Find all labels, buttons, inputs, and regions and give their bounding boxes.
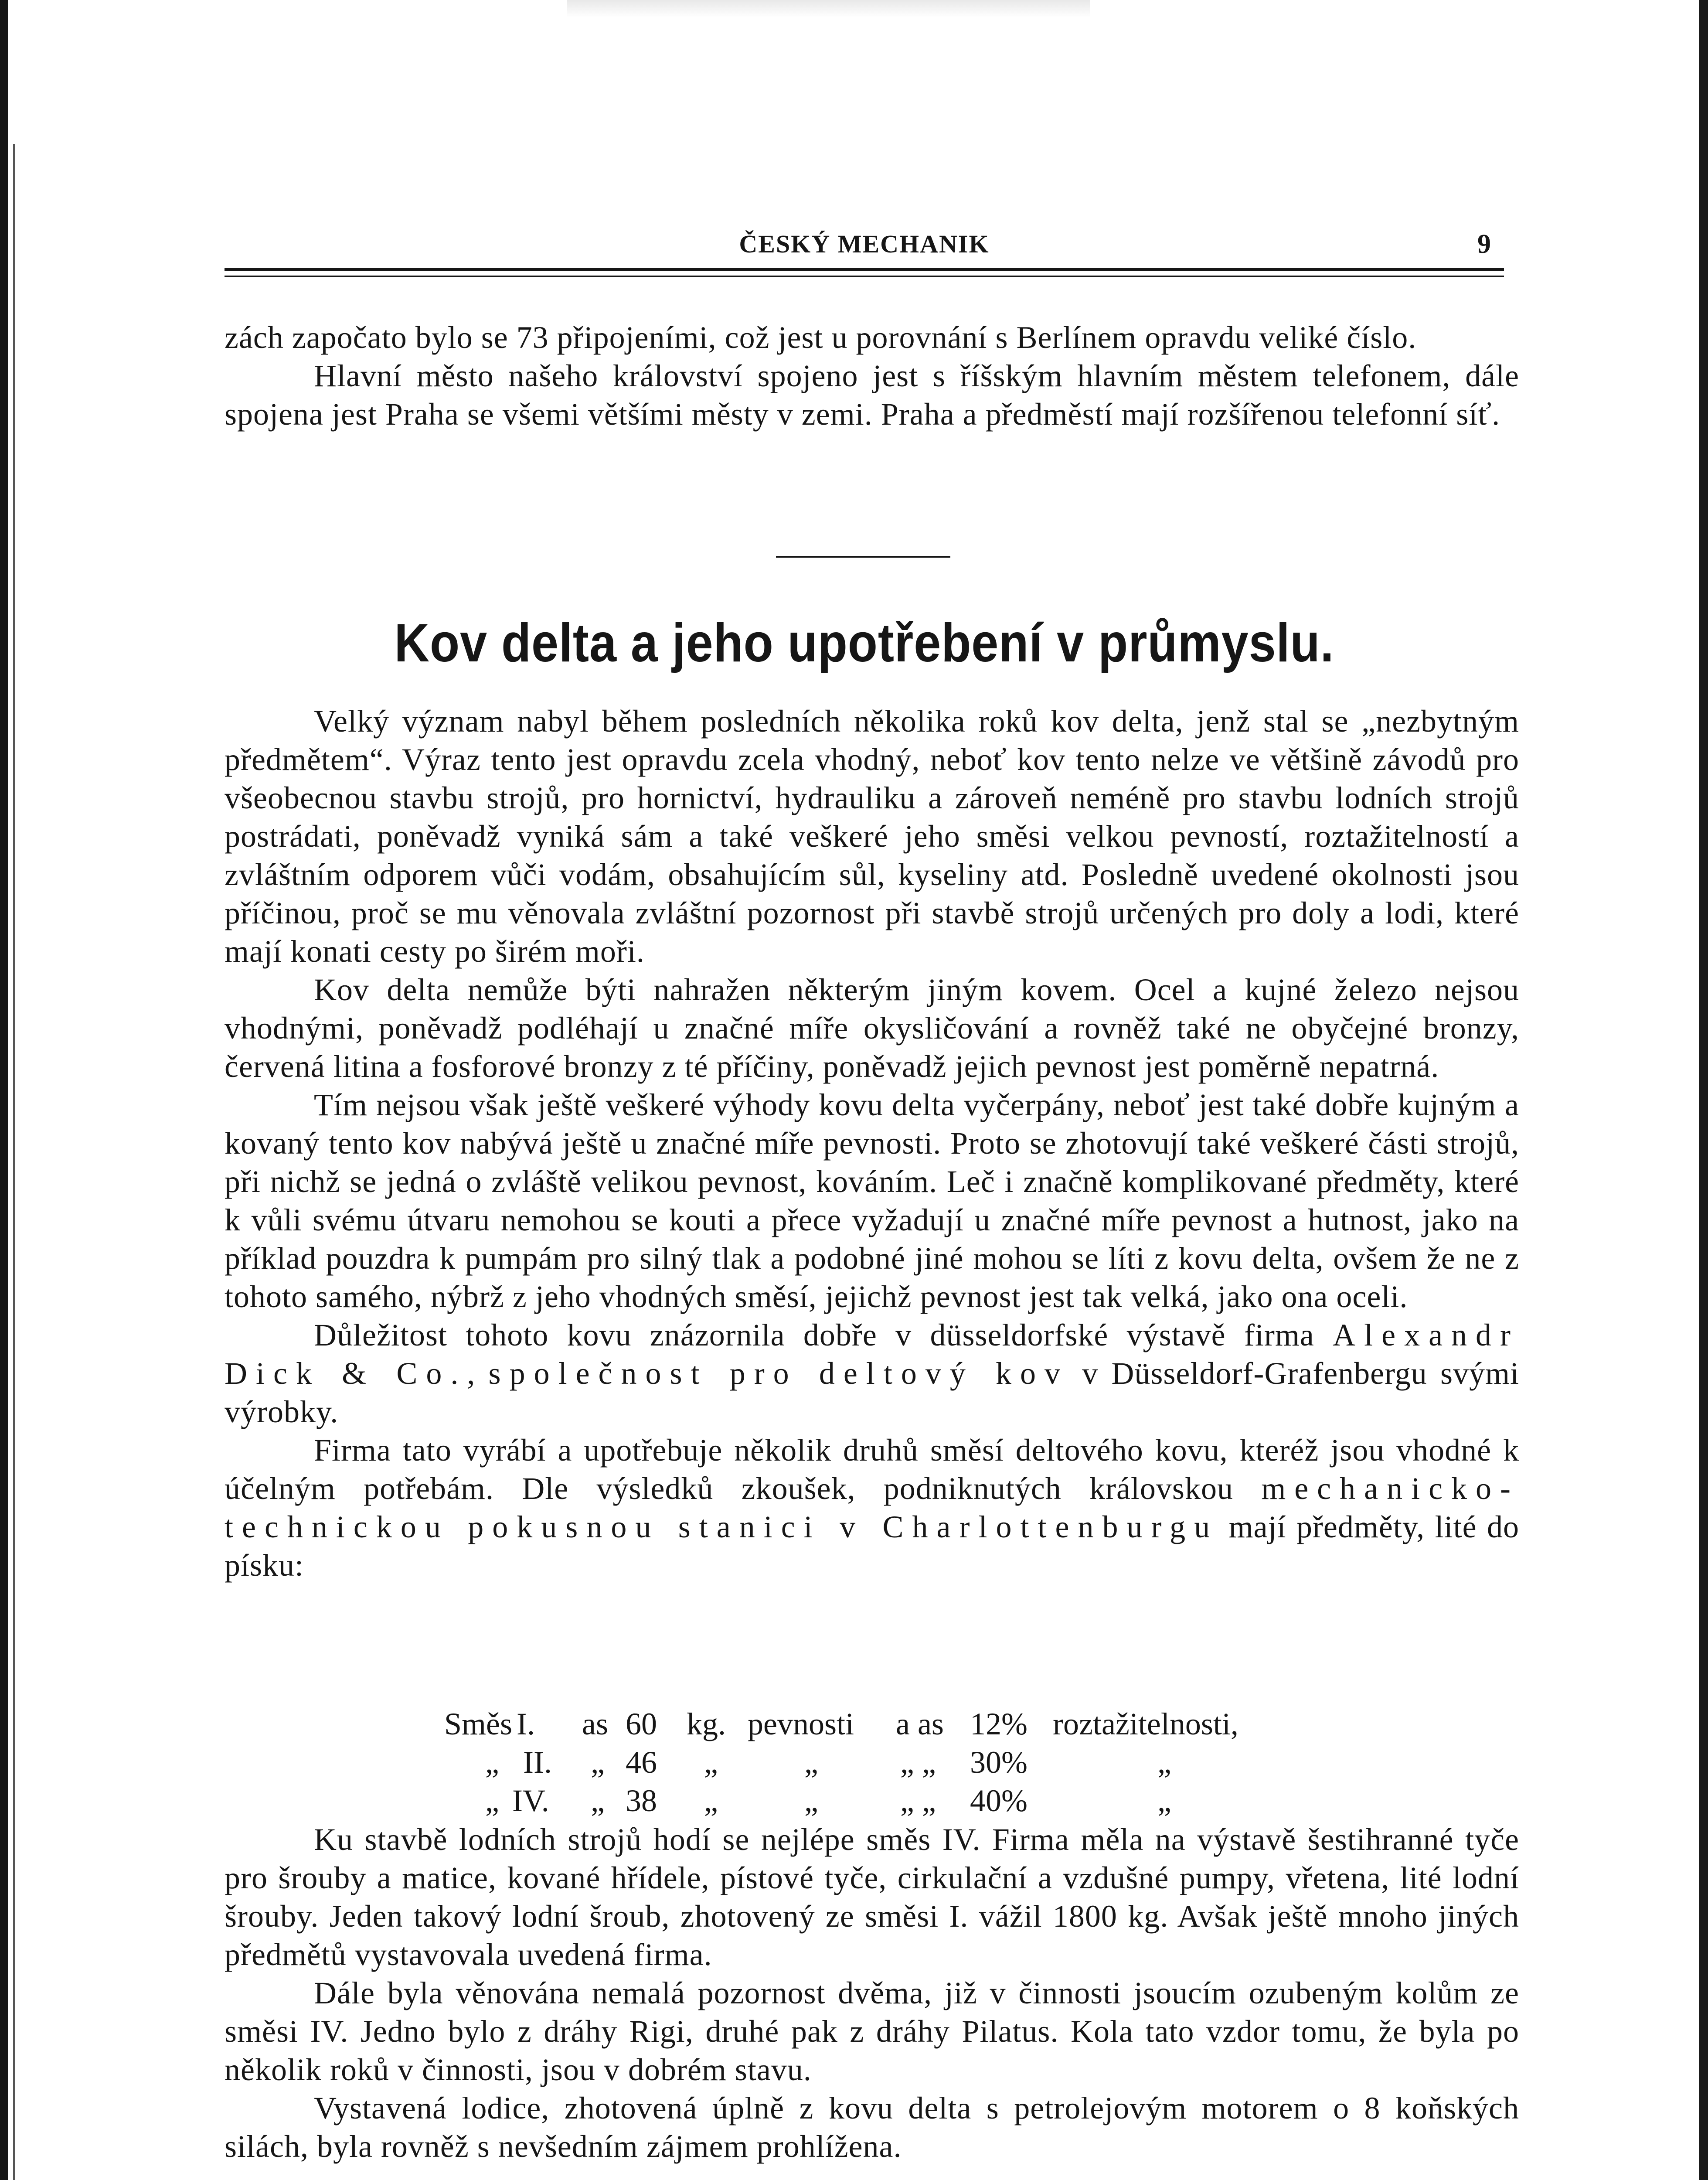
alloy-property: „: [1157, 1745, 1171, 1780]
alloy-as: „: [591, 1783, 605, 1818]
scan-top-smudge: [567, 0, 1090, 17]
article-paragraph-1: Velký význam nabyl během posledních několika roků kov delta, jenž stal se „nezbytným předmětem“. Výraz tento jest opravdu zcela vhodný, neboť kov tento nelze ve většině závodů pro všeobecnou stavbu strojů, pro hornictví, hydrauliku a zároveň neméně pro stavbu lodních strojů postrádati, poněvadž vyniká sám a také veškeré jeho směsi velkou pevností, roztažitelností a zvláštním odporem vůči vodám, obsahujícím sůl, kyseliny atd. Posledně uvedené okolnosti jsou příčinou, proč se mu věnovala zvláštní pozornost při stavbě strojů určených pro doly a lodi, které mají konati cesty po širém moři.: [225, 704, 1519, 969]
alloy-grade: IV.: [512, 1783, 549, 1818]
p4-start: Důležitost tohoto kovu znázornila dobře v düsseldorfské výstavě firma: [314, 1318, 1314, 1352]
p5-end: mají předměty, lité do písku:: [225, 1509, 1519, 1583]
article-body-2: [225, 1820, 1519, 2166]
p4-end: v Düsseldorf-Grafenbergu svými výrobky.: [225, 1356, 1520, 1429]
intro-paragraph-1: zách započato bylo se 73 připojeními, což jest u porovnání s Berlínem opravdu veliké číslo.: [225, 320, 1417, 355]
article-title: Kov delta a jeho upotřebení v průmyslu.: [394, 613, 1334, 673]
article-paragraph-8: Vystavená lodice, zhotovená úplně z kovu delta s petrolejovým motorem o 8 koňských silách, byla rovněž s nevšedním zájmem prohlížena.: [225, 2091, 1519, 2164]
alloy-property: roztažitelnosti,: [1053, 1707, 1238, 1741]
alloy-grade: I.: [517, 1707, 535, 1741]
article-paragraph-2: Kov delta nemůže býti nahražen některým jiným kovem. Ocel a kujné železo nejsou vhodnými, poněvadž podléhají u značné míře okysličování a rovněž také ne obyčejné bronzy, červená litina a fosforové bronzy z té příčiny, poněvadž jejich pevnost jest poměrně nepatrná.: [225, 972, 1519, 1084]
scan-edge-left-line: [13, 144, 15, 2180]
article-paragraph-7: Dále byla věnována nemalá pozornost dvěma, již v činnosti jsoucím ozubeným kolům ze směsi IV. Jedno bylo z dráhy Rigi, druhé pak z dráhy Pilatus. Kola tato vzdor tomu, že byla po několik roků v činnosti, jsou v dobrém stavu.: [225, 1976, 1519, 2087]
alloy-unit: „: [704, 1783, 718, 1818]
alloy-strength-word: „: [804, 1745, 818, 1780]
company-name: Alexandr Dick & Co.: [225, 1318, 1520, 1391]
p5-start: Firma tato vyrábí a upotřebuje několik druhů směsí deltového kovu, kteréž jsou vhodné k účelným potřebám. Dle výsledků zkoušek, podniknutých královskou: [225, 1433, 1519, 1506]
alloy-strength-word: pevnosti: [748, 1707, 854, 1741]
station-name: mechanicko-technickou pokusnou stanici v Charlottenburgu: [225, 1471, 1519, 1544]
alloy-percent: 30%: [970, 1745, 1028, 1780]
article-paragraph-4: Důležitost tohoto kovu znázornila dobře v düsseldorfské výstavě firma Alexandr Dick & Co., společnost pro deltový kov v Düsseldorf-Grafenbergu svými výrobky.: [225, 1318, 1520, 1429]
article-paragraph-3: Tím nejsou však ještě veškeré výhody kovu delta vyčerpány, neboť jest také dobře kujným a kovaný tento kov nabývá ještě u značné míře pevnosti. Proto se zhotovují také veškeré části strojů, při nichž se jedná o zvláště velikou pevnost, kováním. Leč i značně komplikované předměty, které k vůli svému útvaru nemohou se kouti a přece vyžadují u značné míře pevnost a hutnost, jako na příklad pouzdra k pumpám pro silný tlak a podobné jiné mohou se líti z kovu delta, ovšem že ne z tohoto samého, nýbrž z jeho vhodných směsí, jejichž pevnost jest tak velká, jako ona oceli.: [225, 1087, 1519, 1314]
running-head: [225, 227, 1504, 262]
scan-edge-left: [0, 0, 8, 2180]
alloy-as: „: [591, 1745, 605, 1780]
alloy-row: [425, 1743, 1362, 1781]
alloy-prefix: Směs: [444, 1707, 512, 1741]
page-number: 9: [1477, 229, 1491, 259]
article-paragraph-5: [225, 1431, 1519, 1584]
alloy-table: [425, 1705, 1362, 1820]
alloy-strength-word: „: [804, 1783, 818, 1818]
journal-title: ČESKÝ MECHANIK: [739, 230, 990, 258]
alloy-as2: „ „: [900, 1783, 936, 1818]
header-rule-thin: [225, 276, 1504, 277]
article-body-1: [225, 702, 1519, 1584]
alloy-row: [425, 1781, 1362, 1820]
intro-text: [225, 318, 1519, 433]
alloy-as: as: [582, 1707, 608, 1741]
alloy-percent: 12%: [970, 1707, 1028, 1741]
alloy-as2: a as: [896, 1707, 944, 1741]
section-separator: [776, 556, 950, 558]
alloy-prefix: „: [485, 1745, 499, 1780]
alloy-grade: II.: [523, 1745, 552, 1780]
intro-paragraph-2: Hlavní město našeho království spojeno jest s říšským hlavním městem telefonem, dále spojena jest Praha se všemi většími městy v zemi. Praha a předměstí mají rozšířenou telefonní síť.: [225, 358, 1519, 432]
alloy-kg-value: 46: [626, 1745, 657, 1780]
article-paragraph-6: Ku stavbě lodních strojů hodí se nejlépe směs IV. Firma měla na výstavě šestihranné tyče pro šrouby a matice, kované hřídele, pístové tyče, cirkulační a vzdušné pumpy, vřetena, lité lodní šrouby. Jeden takový lodní šroub, zhotovený ze směsi I. vážil 1800 kg. Avšak ještě mnoho jiných předmětů vystavovala uvedená firma.: [225, 1822, 1519, 1972]
scan-edge-right: [1699, 0, 1708, 2180]
alloy-as2: „ „: [900, 1745, 936, 1780]
alloy-property: „: [1157, 1783, 1171, 1818]
alloy-percent: 40%: [970, 1783, 1028, 1818]
alloy-kg-value: 60: [626, 1707, 657, 1741]
alloy-row: [425, 1705, 1362, 1743]
alloy-kg-value: 38: [626, 1783, 657, 1818]
header-rule-thick: [225, 268, 1504, 271]
alloy-unit: „: [704, 1745, 718, 1780]
alloy-unit: kg.: [687, 1707, 726, 1741]
company-description: společnost pro deltový kov: [488, 1356, 1069, 1391]
alloy-prefix: „: [485, 1783, 499, 1818]
